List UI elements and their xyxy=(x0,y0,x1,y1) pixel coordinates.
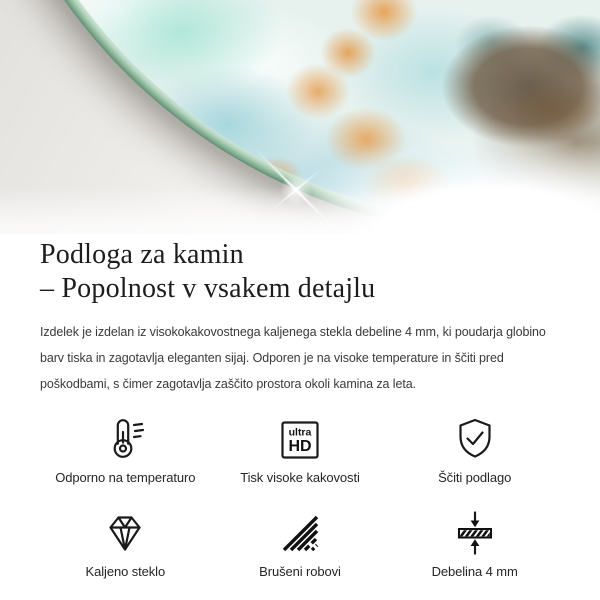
feature-thickness xyxy=(389,503,560,579)
feature-label: Kaljeno steklo xyxy=(85,564,166,579)
feature-print-quality xyxy=(215,409,386,485)
feature-protects-surface xyxy=(389,409,560,485)
glass-disc-edge xyxy=(0,0,600,234)
marble-art-texture xyxy=(0,0,600,225)
feature-label: Brušeni robovi xyxy=(259,564,341,579)
product-description: Izdelek je izdelan iz visokokakovostnega kaljenega stekla debeline 4 mm, ki poudarja globino barv tiska in zagotavlja eleganten sijaj. Odporen je na visoke temperature in ščiti pred poškodbami, s čimer zagotavlja zaščito prostora okoli kamina za leta. xyxy=(40,325,546,391)
feature-beveled-edges xyxy=(215,503,386,579)
feature-label: Tisk visoke kakovosti xyxy=(240,470,360,485)
feature-label: Debelina 4 mm xyxy=(431,564,518,579)
feature-label: Ščiti podlago xyxy=(438,470,512,485)
diamond-icon xyxy=(101,509,149,557)
feature-temperature-resistant xyxy=(40,409,211,485)
page-title xyxy=(40,238,560,306)
product-photo xyxy=(0,0,600,234)
product-info-section xyxy=(0,234,600,579)
ultra-hd-icon xyxy=(277,417,323,463)
feature-label: Odporno na temperaturo xyxy=(55,470,196,485)
thickness-icon xyxy=(451,509,499,557)
thermometer-icon xyxy=(101,415,149,463)
feature-tempered-glass xyxy=(40,503,211,579)
marble-print xyxy=(0,0,600,225)
shield-check-icon xyxy=(451,415,499,463)
title-line-1: Podloga za kamin xyxy=(40,239,244,270)
feature-grid xyxy=(40,409,560,579)
beveled-edges-icon xyxy=(276,509,324,557)
hd-text: HD xyxy=(288,438,312,455)
title-line-2: – Popolnost v vsakem detajlu xyxy=(40,273,376,304)
ultra-text: ultra xyxy=(288,426,312,439)
